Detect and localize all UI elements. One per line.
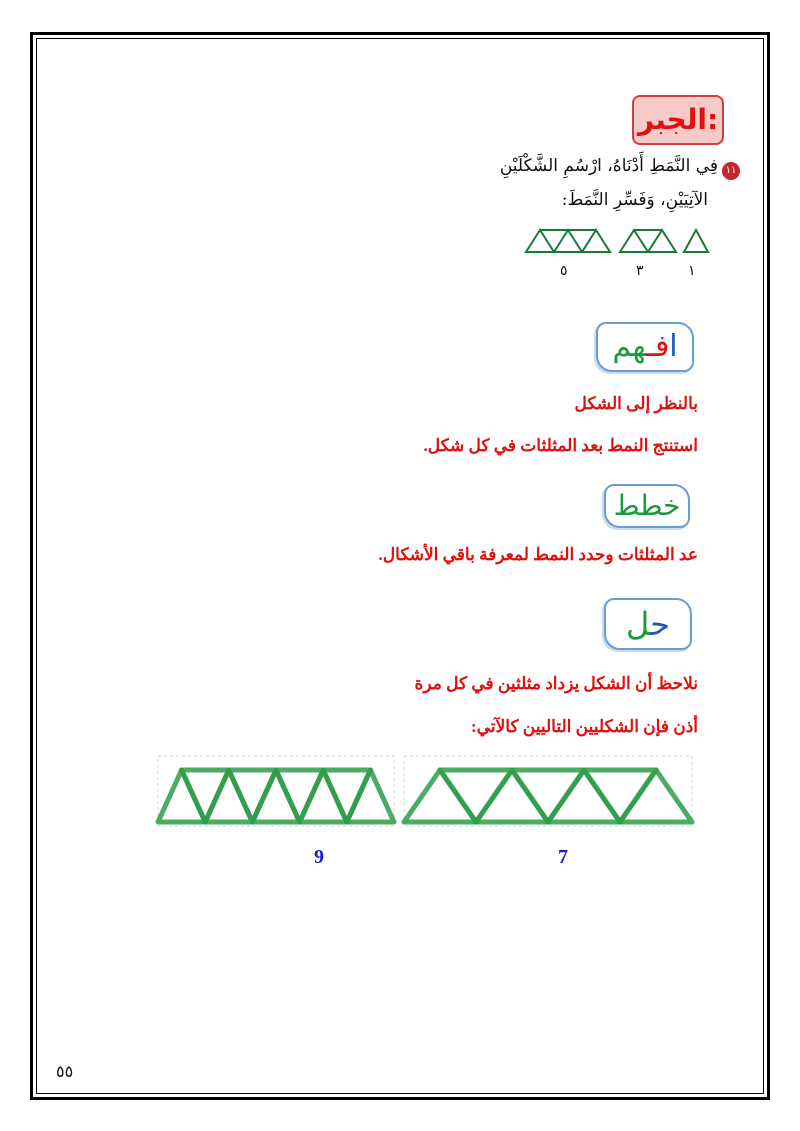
answer-label-9: 9 xyxy=(314,846,324,868)
scaffold-outline xyxy=(404,756,692,826)
answer-label-7: 7 xyxy=(558,846,568,868)
answer-triangle xyxy=(584,770,656,822)
question-line-1: فِي النَّمَطِ أَدْنَاهُ، ارْسُمِ الشَّكْلَيْنِ xyxy=(499,156,718,176)
answer-triangle xyxy=(548,770,620,822)
solve-line-1: نلاحظ أن الشكل يزداد مثلثين في كل مرة xyxy=(414,674,698,693)
answer-triangle-figures xyxy=(150,740,700,832)
understand-heading-box xyxy=(596,322,694,372)
question-number-badge: ١١ xyxy=(722,162,740,180)
solve-line-2: أذن فإن الشكليين التاليين كالآتي: xyxy=(471,717,698,736)
understand-line-1: بالنظر إلى الشكل xyxy=(574,394,698,413)
answer-triangle xyxy=(440,770,512,822)
solve-heading: حل xyxy=(625,605,670,643)
answer-triangle xyxy=(182,770,229,822)
answer-triangle xyxy=(300,770,347,822)
understand-line-2: استنتج النمط بعد المثلثات في كل شكل. xyxy=(423,436,698,455)
figure-5-triangles xyxy=(526,230,610,252)
answer-triangle xyxy=(347,770,394,822)
plan-heading: خطط xyxy=(613,489,681,522)
question-triangle-figures xyxy=(520,224,710,256)
figure-1-triangle xyxy=(684,230,708,252)
answer-triangle xyxy=(252,770,299,822)
answer-triangle xyxy=(323,770,370,822)
figure-label-3: ٣ xyxy=(636,263,644,279)
answer-triangle xyxy=(512,770,584,822)
answer-triangle xyxy=(476,770,548,822)
answer-triangle xyxy=(404,770,476,822)
solve-heading-box xyxy=(604,598,692,650)
section-title: الجبر: xyxy=(632,95,724,145)
question-line-2: الآتِيَيْنِ، وَفَسِّرِ النَّمَطَ: xyxy=(561,190,708,210)
answer-triangle xyxy=(205,770,252,822)
understand-heading: افـهم xyxy=(612,329,678,364)
figure-label-1: ١ xyxy=(688,263,696,279)
answer-triangle xyxy=(276,770,323,822)
figure-7-triangles xyxy=(404,756,692,826)
figure-9-triangles xyxy=(158,756,394,826)
answer-triangle xyxy=(229,770,276,822)
answer-triangle xyxy=(158,770,205,822)
plan-line-1: عد المثلثات وحدد النمط لمعرفة باقي الأشكال. xyxy=(378,545,698,564)
figure-3-triangles xyxy=(620,230,676,252)
page-number: ٥٥ xyxy=(56,1062,74,1081)
figure-label-5: ٥ xyxy=(560,263,568,279)
answer-triangle xyxy=(620,770,692,822)
plan-heading-box xyxy=(604,484,690,528)
